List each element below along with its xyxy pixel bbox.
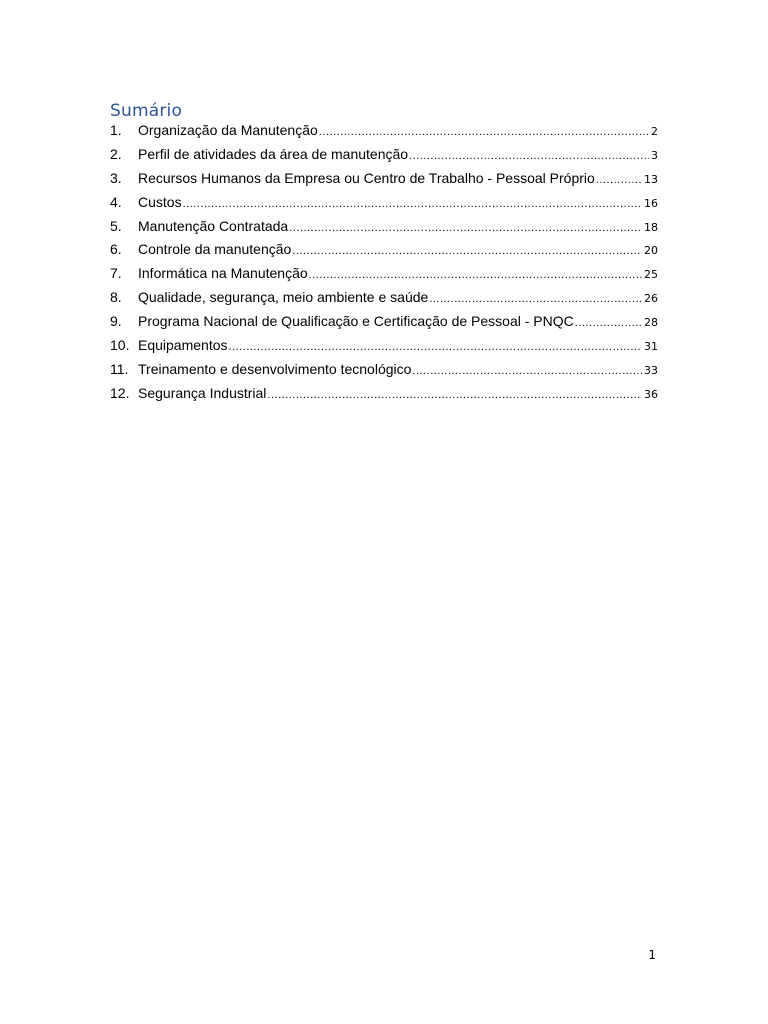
toc-entry-title[interactable]: Programa Nacional de Qualificação e Certificação de Pessoal - PNQC [138,313,574,330]
toc-entry[interactable] [110,170,658,194]
toc-entry-title[interactable]: Equipamentos [138,337,228,354]
toc-entry[interactable] [110,122,658,146]
toc-entry-page[interactable]: 16 [644,196,658,210]
toc-dot-leader [292,245,642,257]
toc-entry-number: 6. [110,241,122,258]
toc-entry-number: 4. [110,193,122,210]
toc-entry-page[interactable]: 25 [644,268,658,282]
toc-entry-page[interactable]: 26 [644,292,658,306]
toc-entry-number: 10. [110,337,130,354]
toc-entry-page[interactable]: 20 [644,244,658,258]
toc-entry-page[interactable]: 2 [651,125,658,138]
toc-entry-number: 7. [110,265,122,282]
toc-entry[interactable] [110,218,658,242]
toc-dot-leader [183,198,642,210]
toc-dot-leader [229,341,642,353]
toc-entry[interactable] [110,194,658,218]
toc-entry[interactable] [110,146,658,170]
toc-entry-page[interactable]: 28 [644,316,658,330]
toc-entry[interactable] [110,241,658,265]
toc-dot-leader [575,317,642,329]
toc-entry[interactable] [110,337,658,361]
toc-entry-page[interactable]: 18 [644,220,658,234]
toc-dot-leader [289,222,642,234]
toc-entry-page[interactable]: 33 [644,363,658,377]
toc-entry[interactable] [110,265,658,289]
toc-dot-leader [412,365,642,377]
page-number: 1 [648,948,656,962]
toc-title: Sumário [110,101,183,121]
toc-entry-number: 1. [110,122,122,138]
toc-dot-leader [429,293,642,305]
toc-entry-title[interactable]: Qualidade, segurança, meio ambiente e saúde [138,289,429,306]
toc-entry-number: 11. [110,360,129,377]
toc-entry-number: 5. [110,217,122,234]
toc-entry-number: 8. [110,289,122,306]
toc-entry-title[interactable]: Informática na Manutenção [138,265,308,282]
toc-dot-leader [267,389,642,401]
toc-entry-title[interactable]: Manutenção Contratada [138,217,289,234]
toc-dot-leader [309,269,642,281]
toc-dot-leader [596,174,642,186]
toc-entry-number: 12. [110,384,130,401]
toc-entry[interactable] [110,385,658,409]
toc-entry-title[interactable]: Perfil de atividades da área de manutenção [138,145,409,162]
toc-entry[interactable] [110,361,658,385]
toc-dot-leader [409,150,649,162]
toc-entry-number: 2. [110,145,122,162]
toc-entry[interactable] [110,313,658,337]
toc-entry-page[interactable]: 13 [644,172,658,186]
toc-entry-number: 3. [110,169,122,186]
toc-entry-title[interactable]: Organização da Manutenção [138,122,318,138]
toc-entry-page[interactable]: 36 [644,387,658,401]
toc-entry-page[interactable]: 31 [644,340,658,354]
toc-entry-title[interactable]: Segurança Industrial [138,384,267,401]
toc-entry[interactable] [110,289,658,313]
toc-entry-title[interactable]: Recursos Humanos da Empresa ou Centro de Trabalho - Pessoal Próprio [138,169,595,186]
toc-entry-page[interactable]: 3 [651,148,658,162]
toc-entry-title[interactable]: Treinamento e desenvolvimento tecnológico [138,360,412,377]
toc-entry-title[interactable]: Controle da manutenção [138,241,292,258]
table-of-contents [110,122,658,409]
toc-entry-number: 9. [110,313,122,330]
toc-dot-leader [319,126,649,138]
toc-entry-title[interactable]: Custos [138,193,182,210]
